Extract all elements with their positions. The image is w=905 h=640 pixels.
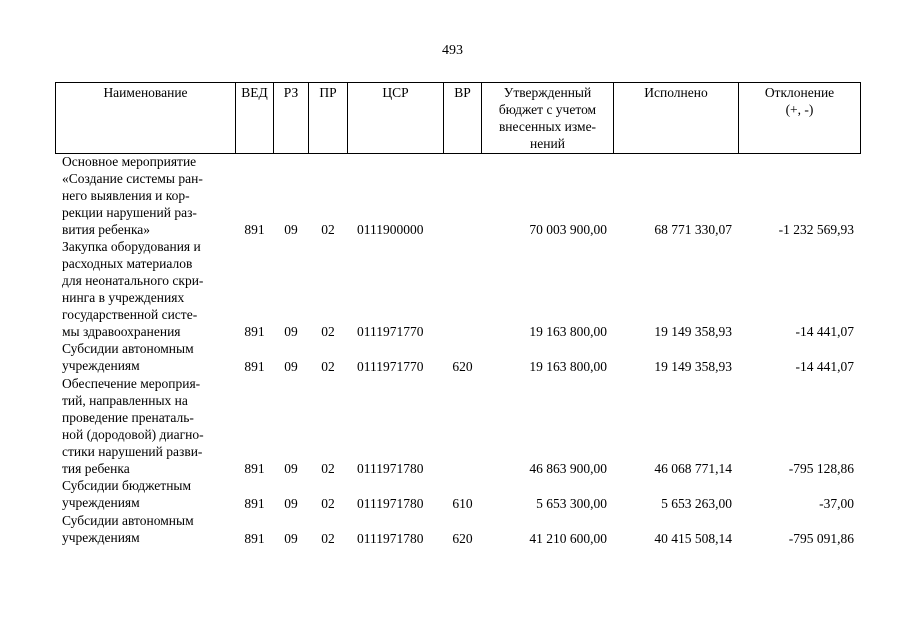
row-name <box>62 477 191 511</box>
header-rz: РЗ <box>283 85 299 100</box>
row-name-line: Закупка оборудования и <box>62 239 201 254</box>
row-deviation: -37,00 <box>819 496 854 511</box>
row-name-line: тия ребенка <box>62 461 130 476</box>
header-budget-line: бюджет с учетом <box>498 102 597 117</box>
header-top-border <box>55 82 861 83</box>
row-name-line: «Создание системы ран- <box>62 171 203 186</box>
row-name-line: расходных материалов <box>62 256 193 271</box>
row-budget: 19 163 800,00 <box>529 324 607 339</box>
page-number: 493 <box>442 43 463 58</box>
row-rz: 09 <box>284 531 298 546</box>
row-executed: 19 149 358,93 <box>654 324 732 339</box>
header-ved: ВЕД <box>241 85 268 100</box>
row-budget: 46 863 900,00 <box>529 461 607 476</box>
header-name: Наименование <box>103 85 188 100</box>
row-pr: 02 <box>321 496 335 511</box>
header-deviation-line: (+, -) <box>785 102 814 117</box>
header-budget <box>482 84 613 152</box>
row-deviation: -795 128,86 <box>788 461 854 476</box>
row-vr: 620 <box>452 531 473 546</box>
header-csr: ЦСР <box>382 85 409 100</box>
row-name-line: государственной систе- <box>62 307 198 322</box>
row-name <box>62 340 194 374</box>
row-rz: 09 <box>284 496 298 511</box>
row-executed: 40 415 508,14 <box>654 531 732 546</box>
row-name <box>62 375 204 477</box>
row-executed: 19 149 358,93 <box>654 359 732 374</box>
header-deviation-line: Отклонение <box>764 85 835 100</box>
row-ved: 891 <box>244 461 265 476</box>
row-name-line: учреждениям <box>62 495 140 510</box>
row-name-line: ной (дородовой) диагно- <box>62 427 204 442</box>
header-budget-line: Утвержденный <box>503 85 592 100</box>
header-divider <box>860 82 861 154</box>
row-name-line: него выявления и кор- <box>62 188 190 203</box>
header-vr: ВР <box>454 85 471 100</box>
row-name-line: Субсидии автономным <box>62 341 194 356</box>
row-ved: 891 <box>244 359 265 374</box>
row-rz: 09 <box>284 461 298 476</box>
row-csr: 0111900000 <box>357 222 424 237</box>
row-ved: 891 <box>244 222 265 237</box>
row-name-line: стики нарушений разви- <box>62 444 203 459</box>
row-name-line: учреждениям <box>62 530 140 545</box>
row-rz: 09 <box>284 222 298 237</box>
header-executed: Исполнено <box>644 85 708 100</box>
row-budget: 41 210 600,00 <box>529 531 607 546</box>
header-deviation <box>739 84 860 118</box>
row-executed: 5 653 263,00 <box>661 496 732 511</box>
row-name <box>62 512 194 546</box>
row-name-line: вития ребенка» <box>62 222 151 237</box>
row-rz: 09 <box>284 359 298 374</box>
row-ved: 891 <box>244 531 265 546</box>
row-name-line: тий, направленных на <box>62 393 188 408</box>
row-pr: 02 <box>321 359 335 374</box>
row-name-line: Основное мероприятие <box>62 154 197 169</box>
row-deviation: -14 441,07 <box>795 324 854 339</box>
row-name-line: учреждениям <box>62 358 140 373</box>
row-csr: 0111971780 <box>357 461 424 476</box>
row-csr: 0111971780 <box>357 531 424 546</box>
row-csr: 0111971770 <box>357 324 424 339</box>
row-name-line: нинга в учреждениях <box>62 290 185 305</box>
row-name-line: для неонатального скри- <box>62 273 204 288</box>
row-name-line: Субсидии бюджетным <box>62 478 192 493</box>
row-name <box>62 153 203 238</box>
header-budget-line: внесенных изме- <box>498 119 597 134</box>
row-budget: 19 163 800,00 <box>529 359 607 374</box>
row-pr: 02 <box>321 324 335 339</box>
row-pr: 02 <box>321 531 335 546</box>
row-ved: 891 <box>244 324 265 339</box>
row-rz: 09 <box>284 324 298 339</box>
row-vr: 620 <box>452 359 473 374</box>
row-name-line: Субсидии автономным <box>62 513 194 528</box>
row-pr: 02 <box>321 222 335 237</box>
row-pr: 02 <box>321 461 335 476</box>
row-name-line: мы здравоохранения <box>62 324 181 339</box>
row-deviation: -795 091,86 <box>788 531 854 546</box>
row-name-line: Обеспечение мероприя- <box>62 376 201 391</box>
row-budget: 5 653 300,00 <box>536 496 607 511</box>
row-name-line: проведение пренаталь- <box>62 410 194 425</box>
header-budget-line: нений <box>530 136 565 151</box>
row-executed: 46 068 771,14 <box>654 461 732 476</box>
row-vr: 610 <box>452 496 473 511</box>
row-deviation: -1 232 569,93 <box>778 222 854 237</box>
row-executed: 68 771 330,07 <box>654 222 732 237</box>
row-ved: 891 <box>244 496 265 511</box>
header-pr: ПР <box>319 85 337 100</box>
row-budget: 70 003 900,00 <box>529 222 607 237</box>
row-deviation: -14 441,07 <box>795 359 854 374</box>
row-name-line: рекции нарушений раз- <box>62 205 197 220</box>
row-csr: 0111971770 <box>357 359 424 374</box>
row-name <box>62 238 203 340</box>
row-csr: 0111971780 <box>357 496 424 511</box>
